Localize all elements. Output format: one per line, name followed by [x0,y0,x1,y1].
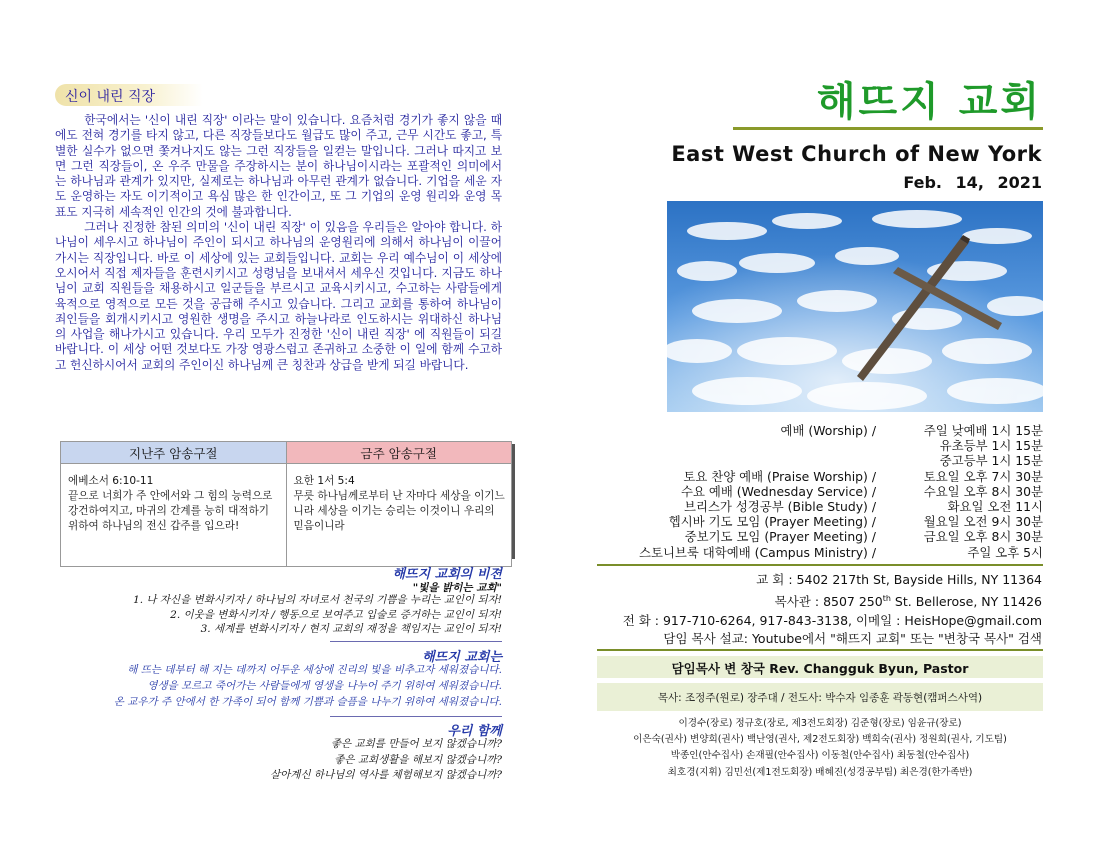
schedule-row [605,499,1043,514]
this-week-verse-cell [286,464,512,567]
contact-info [623,571,1042,649]
schedule-time: 화요일 오전 11시 [947,498,1043,514]
cross-sky-image [667,201,1043,412]
schedule-row [605,453,1043,468]
elders-line: 최호경(지휘) 김민선(제1전도회장) 배혜진(성경공부팀) 최은경(한가족반) [667,766,973,778]
church-name-korean: 해뜨지 교회 [816,79,1042,125]
elders-list [597,716,1043,781]
this-week-verse-ref: 요한 1서 5:4 [293,475,355,487]
church-address: 5402 217th St, Bayside Hills, NY 11364 [796,572,1042,587]
church-address-label: 교 회 : [756,572,793,587]
together-line: 살아계신 하나님의 역사를 체험해보지 않겠습니까? [270,769,502,781]
elders-line: 이경수(장로) 정규호(장로, 제3전도회장) 김준형(장로) 임윤규(장로) [678,718,962,729]
this-week-verse-text: 무릇 하나님께로부터 난 자마다 세상을 이기느니라 세상을 이기는 승리는 이것이니 우리의 믿음이니라 [293,490,505,532]
schedule-service: 브리스가 성경공부 (Bible Study) / [684,498,876,514]
schedule-row [605,469,1043,484]
schedule-time: 주일 낮예배 1시 15분 [923,423,1043,438]
schedule-time: 금요일 오후 8시 30분 [923,529,1043,545]
parsonage-number: 8507 250 [823,593,883,609]
schedule-row [605,529,1043,544]
vision-item: 1. 나 자신을 변화시키자 / 하나님의 자녀로서 천국의 기쁨을 누리는 교인이 되자! [133,594,502,606]
together-line: 좋은 교회생활을 해보지 않겠습니까? [334,753,502,766]
schedule-time: 유초등부 1시 15분 [939,438,1043,454]
schedule-time: 월요일 오전 9시 30분 [923,514,1043,530]
together-title: 우리 함께 [447,724,502,739]
church-address-row [623,571,1042,590]
schedule-time: 주일 오후 5시 [967,544,1043,560]
vision-list [133,593,502,637]
parsonage-street: St. Bellerose, NY 11426 [894,593,1042,609]
staff-list: 목사: 조정주(원로) 장주대 / 전도사: 박수자 임종훈 곽동현(캠퍼스사역) [657,692,983,704]
vision-subtitle: "빛을 밝히는 교회" [412,582,502,594]
church-name-english: East West Church of New York [671,142,1042,166]
essay-body [55,113,502,373]
vision-item: 3. 세계를 변화시키자 / 현지 교회의 재정을 책임지는 교인이 되자! [200,623,502,636]
schedule-service: 예배 (Worship) / [780,423,876,438]
schedule-service: 토요 찬양 예배 (Praise Worship) / [683,468,876,484]
memory-verse-table [60,441,512,567]
schedule-row [605,423,1043,438]
schedule-service: 중보기도 모임 (Prayer Meeting) / [684,529,876,545]
parsonage-ordinal: th [882,593,891,603]
together-line: 좋은 교회를 만들어 보지 않겠습니까? [330,738,502,750]
parsonage-label: 목사관 : [774,593,820,609]
last-week-verse-text: 끝으로 너희가 주 안에서와 그 힘의 능력으로 강건하여지고, 마귀의 간계를 능히 대적하기 위하여 하나님의 전신 갑주를 입으라! [68,490,273,532]
vision-divider [330,641,502,642]
title-divider [733,127,1043,130]
phone-label: 전 화 : [622,612,659,628]
contact-divider [597,649,1043,651]
mission-list [114,662,502,710]
vision-item: 2. 이웃을 변화시키자 / 행동으로 보여주고 입술로 증거하는 교인이 되자! [170,608,502,621]
essay-title: 신이 내린 직장 [65,89,156,105]
schedule-service: 수요 예배 (Wednesday Service) / [680,483,876,499]
worship-schedule [605,423,1043,560]
schedule-row [605,484,1043,499]
schedule-row [605,514,1043,529]
schedule-time: 중고등부 1시 15분 [939,453,1043,469]
schedule-service: 헵시바 기도 모임 (Prayer Meeting) / [668,514,876,530]
essay-title-tag [55,84,203,106]
last-week-verse-header: 지난주 암송구절 [61,442,287,464]
elders-line: 박종인(안수집사) 손재필(안수집사) 이동철(안수집사) 최동철(안수집사) [670,750,970,762]
mission-divider [330,716,502,717]
schedule-row [605,438,1043,453]
bulletin-date: Feb. 14, 2021 [903,173,1042,192]
mission-line: 영생을 모르고 죽어가는 사람들에게 영생을 나누어 주기 위하여 세워졌습니다. [147,680,502,692]
parsonage-address-row [623,590,1042,612]
sermon-row: 담임 목사 설교: Youtube에서 "해뜨지 교회" 또는 "변창국 목사" 검색 [663,631,1042,647]
senior-pastor: 담임목사 변 창국 Rev. Changguk Byun, Pastor [671,661,969,676]
essay-paragraph-1: 한국에서는 '신이 내린 직장' 이라는 말이 있습니다. 요즘처럼 경기가 좋지 않을 때에도 전혀 경기를 타지 않고, 다른 직장들보다도 월급도 많이 주고, 근무 시간도 좋고, 특별한 실수가 없으면 쫓겨나지도 않는 그런 직장들을 일컫는 말입니다. 그러나 따지고 보면 그런 직장들이, 온 우주 만물을 주장하시는 분이 하나님이시라는 포괄적인 의미에서는 하나님과 관계가 있지만, 실제로는 하나님과 아무런 관계가 없습니다. 기업을 세운 자도 운영하는 자도 이기적이고 욕심 많은 한 인간이고, 또 그 기업의 운영 원리와 운영 목표도 지극히 세속적인 인간의 것에 불과합니다. [55,113,502,219]
mission-line: 온 교우가 주 안에서 한 가족이 되어 함께 기쁨과 슬픔을 나누기 위하여 세워졌습니다. [113,696,502,708]
last-week-verse-ref: 에베소서 6:10-11 [68,475,154,487]
vision-title: 해뜨지 교회의 비젼 [392,567,502,582]
cross-sky-photo [667,201,1043,412]
together-list [270,737,502,784]
schedule-time: 토요일 오후 7시 30분 [923,468,1043,484]
schedule-divider [597,564,1043,566]
schedule-time: 수요일 오후 8시 30분 [923,483,1043,499]
last-week-verse-cell [61,464,287,567]
this-week-verse-header: 금주 암송구절 [286,442,512,464]
phone-email: 917-710-6264, 917-843-3138, 이메일 : HeisHope@gmail.com [662,612,1042,628]
essay-paragraph-2: 그러나 진정한 참된 의미의 '신이 내린 직장' 이 있음을 우리들은 알아야 합니다. 하나님이 세우시고 하나님이 주인이 되시고 하나님의 운영원리에 의해서 하나님이 이끌어 가시는 직장입니다. 바로 이 세상에 있는 교회들입니다. 교회는 우리 예수님이 이 세상에 오시어서 직접 제자들을 훈련시키시고 성령님을 보내셔서 세우신 것입니다. 지금도 하나님이 교회 직원들을 채용하시고 일군들을 부르시고 교육시키시고, 수고하는 사람들에게 육적으로 영적으로 모든 것을 공급해 주시고 있습니다. 그리고 교회를 통하여 하나님이 죄인들을 회개시키시고 영원한 생명을 주시고 하늘나라로 인도하시는 위대하신 하나님의 사업을 해나가시고 있습니다. 우리 모두가 진정한 '신이 내린 직장' 에 직원들이 되길 바랍니다. 이 세상 어떤 것보다도 가장 영광스럽고 존귀하고 소중한 이 일에 함께 수고하고 헌신하시어서 교회의 주인이신 하나님께 큰 칭찬과 상급을 받게 되길 바랍니다. [55,220,502,372]
phone-row [623,612,1042,631]
elders-line: 이은숙(권사) 변양희(권사) 백난영(권사, 제2전도회장) 백희숙(권사) 정원희(권사, 기도팀) [633,734,1007,746]
mission-line: 해 뜨는 데부터 해 지는 데까지 어두운 세상에 진리의 빛을 비추고자 세워졌습니다. [127,664,502,676]
schedule-service: 스토니브룩 대학예배 (Campus Ministry) / [639,544,876,560]
mission-title: 해뜨지 교회는 [422,650,502,665]
schedule-row [605,545,1043,560]
